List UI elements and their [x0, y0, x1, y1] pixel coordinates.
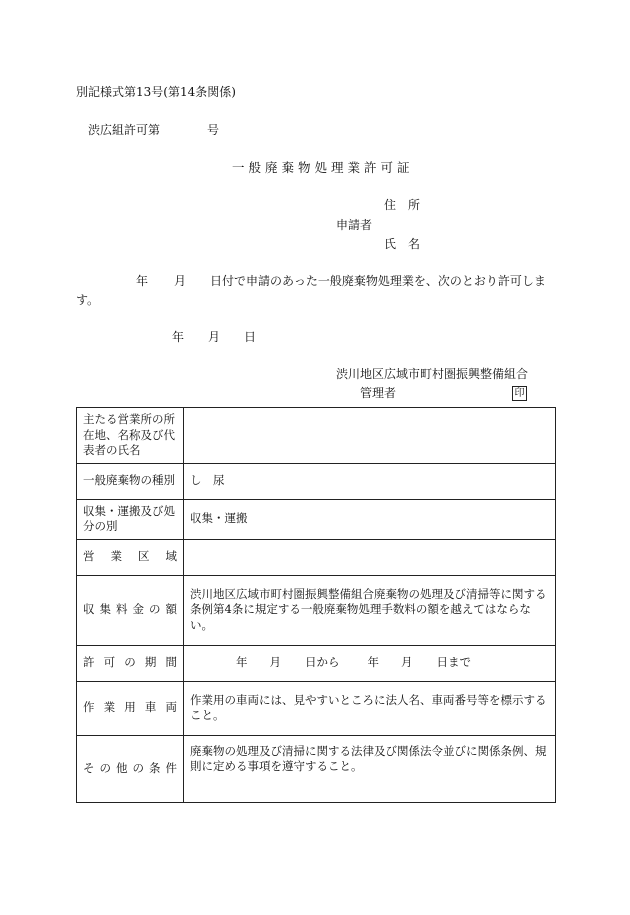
issue-month: 月 [208, 330, 221, 344]
applicant-label: 申請者 [336, 218, 373, 232]
permit-number-suffix: 号 [207, 123, 220, 137]
form-number: 別記様式第13号(第14条関係) [76, 85, 236, 99]
issuer-seal [512, 386, 527, 401]
row-value-collection-disposal: 収集・運搬 [184, 499, 556, 539]
table-row [77, 463, 556, 499]
row-label-office: 主たる営業所の所在地、名称及び代表者の氏名 [77, 408, 184, 464]
table-row [77, 681, 556, 735]
row-value-work-vehicle: 作業用の車両には、見やすいところに法人名、車両番号等を標示すること。 [184, 681, 556, 735]
permit-details-table [76, 407, 556, 803]
issue-day: 日 [244, 330, 257, 344]
issuer-organization: 渋川地区広域市町村圏振興整備組合 [336, 367, 529, 381]
row-label-waste-type: 一般廃棄物の種別 [77, 463, 184, 499]
body-text-line1: 日付で申請のあった一般廃棄物処理業を、次のとおり許可しま [210, 274, 546, 288]
issue-year: 年 [172, 330, 185, 344]
period-until: 日まで [436, 655, 471, 670]
row-value-office [184, 408, 556, 464]
seal-mark: 印 [512, 386, 527, 401]
period-from: 日から [305, 655, 340, 670]
row-label-collection-disposal: 収集・運搬及び処分の別 [77, 499, 184, 539]
period-month-1: 月 [269, 655, 281, 670]
table-row [77, 645, 556, 681]
table-row [77, 735, 556, 802]
row-value-waste-type: し 尿 [184, 463, 556, 499]
address-label: 住 所 [384, 198, 421, 212]
period-month-2: 月 [401, 655, 413, 670]
table-row [77, 408, 556, 464]
row-value-collection-fee: 渋川地区広域市町村圏振興整備組合廃棄物の処理及び清掃等に関する条例第4条に規定する一般廃棄物処理手数料の額を越えてはならない。 [184, 575, 556, 645]
period-year-2: 年 [367, 655, 379, 670]
row-label-permit-period: 許可の期間 [77, 645, 184, 681]
body-year: 年 [136, 274, 149, 288]
row-label-other-conditions: その他の条件 [77, 735, 184, 802]
row-value-business-area [184, 539, 556, 575]
table-row [77, 575, 556, 645]
row-value-permit-period [184, 645, 556, 681]
table-row [77, 539, 556, 575]
row-label-business-area: 営業区域 [77, 539, 184, 575]
row-value-other-conditions: 廃棄物の処理及び清掃に関する法律及び関係法令並びに関係条例、規則に定める事項を遵守すること。 [184, 735, 556, 802]
document-title: 一般廃棄物処理業許可証 [232, 160, 414, 175]
permit-number-prefix: 渋広組許可第 [88, 123, 161, 137]
period-year-1: 年 [236, 655, 248, 670]
name-label: 氏 名 [384, 237, 421, 251]
row-label-work-vehicle: 作業用車両 [77, 681, 184, 735]
body-text-line2: す。 [76, 293, 100, 307]
row-label-collection-fee: 収集料金の額 [77, 575, 184, 645]
table-row [77, 499, 556, 539]
issuer-title: 管理者 [360, 386, 397, 400]
body-month: 月 [174, 274, 187, 288]
